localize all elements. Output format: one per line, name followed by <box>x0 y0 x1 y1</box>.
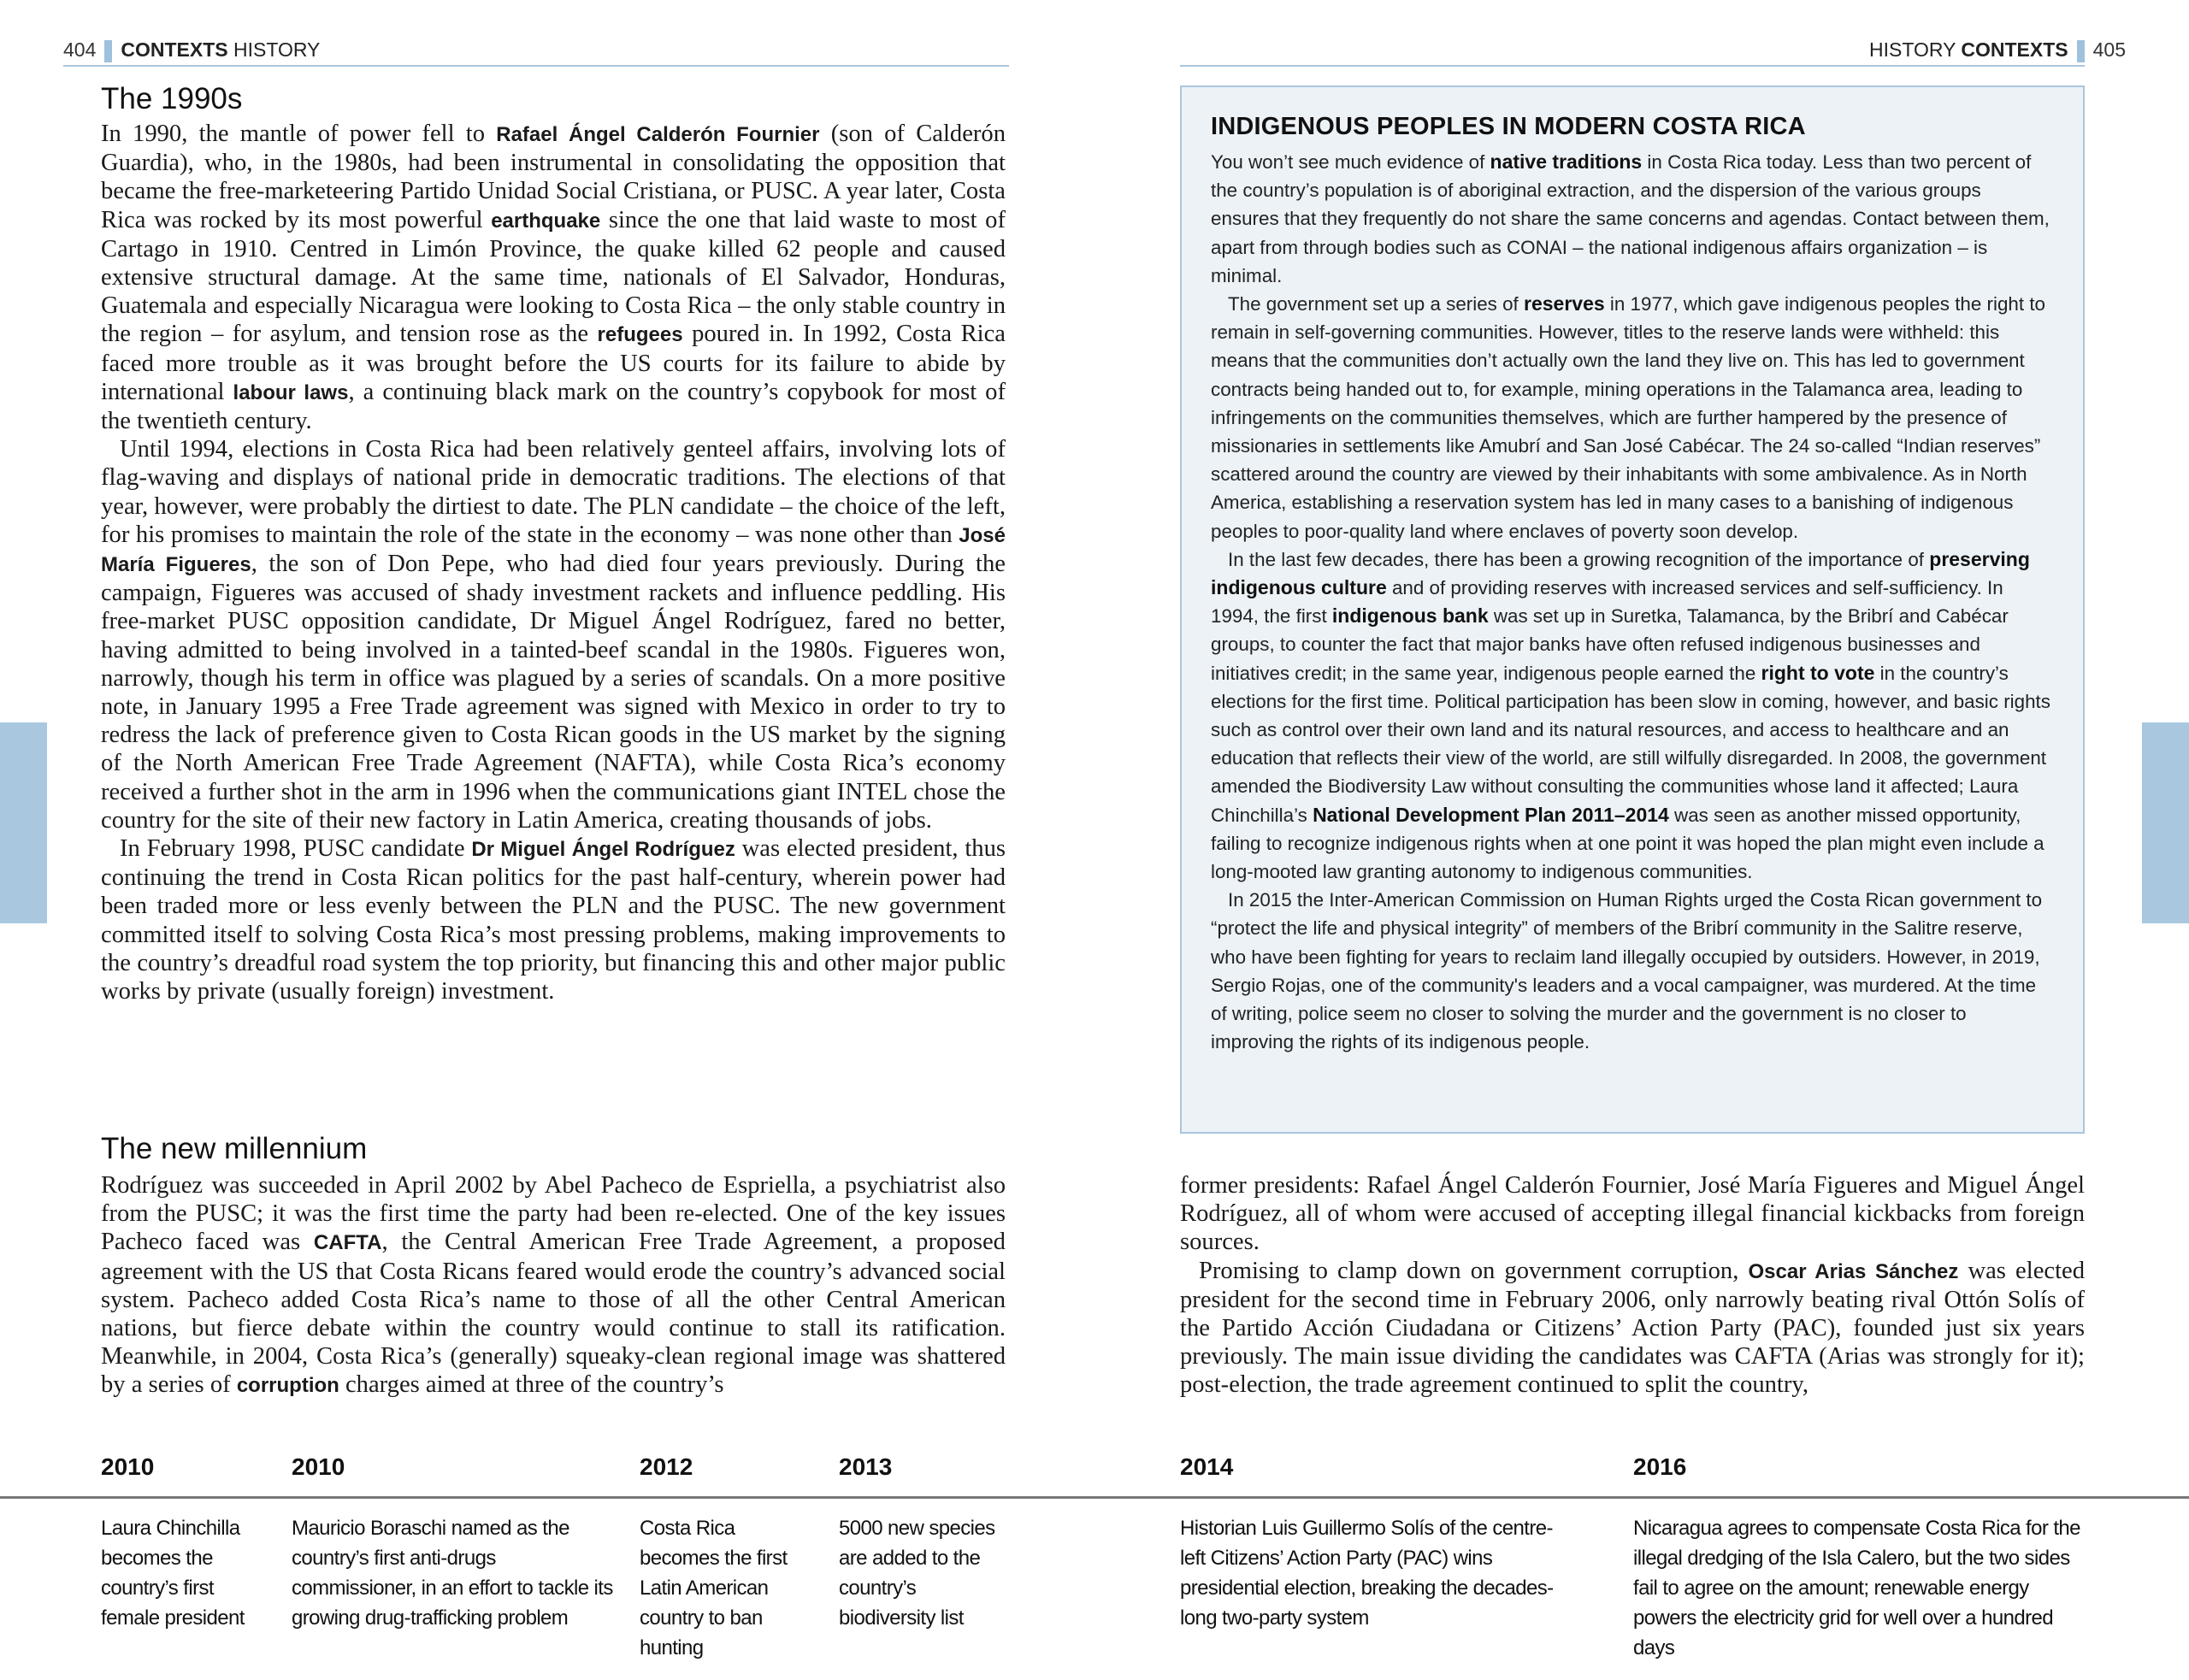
paragraph-1990s-3 <box>101 834 1006 1005</box>
timeline-text: Nicaragua agrees to compensate Costa Rica for the illegal dredging of the Isla Calero, but the two sides fail to agree on the amount; renewable energy powers the electricity grid for well over a hundred days <box>1633 1517 2080 1659</box>
timeline-year: 2016 <box>1633 1453 1687 1480</box>
keyword: native traditions <box>1490 150 1643 173</box>
text-run: In the last few decades, there has been a growing recognition of the importance of <box>1228 548 1930 570</box>
page-number-left: 404 <box>63 38 97 61</box>
text-run: and of providing reserves with increased services and self-sufficiency. In 1994, the first <box>1211 577 2003 628</box>
header-section-left: CONTEXTS <box>121 38 228 61</box>
text-run: (son of Calderón Guardia), who, in the 1980s, had been instrumental in consolidating the opposition that became the free-marketeering Partido Unidad Social Cristiana, or PUSC. A year later, Costa Rica was rocked by its most powerful <box>101 121 1006 233</box>
text-run: Until 1994, elections in Costa Rica had been relatively genteel affairs, involving lots of flag-waving and displays of national pride in democratic traditions. The elections of that year, however, were probably the dirtiest to date. The PLN candidate – the choice of the left, for his promises to maintain the role of the state in the economy – was none other than <box>101 436 1006 548</box>
timeline-year: 2012 <box>640 1453 693 1480</box>
timeline-year: 2014 <box>1180 1453 1234 1480</box>
text-run: was seen as another missed opportunity, failing to recognize indigenous rights when at one point it was hoped the plan might even include a long-mooted law granting autonomy to indigenous communities. <box>1211 804 2044 883</box>
text-run: was set up in Suretka, Talamanca, by the Bribrí and Cabécar groups, to counter the fact that major banks have often refused indigenous businesses and initiatives credit; in the same year, indigenous people earned the <box>1211 605 2009 684</box>
keyword: National Development Plan 2011–2014 <box>1313 803 1669 826</box>
text-run: Rodríguez was succeeded in April 2002 by Abel Pacheco de Espriella, a psychiatrist also from the PUSC; it was the first time the party had been re-elected. One of the key issues Pacheco faced was <box>101 1172 1006 1256</box>
text-run: , the son of Don Pepe, who had died four years previously. During the campaign, Figueres was accused of shady investment rackets and influence peddling. His free-market PUSC opposition candidate, Dr Miguel Ángel Rodríguez, fared no better, having admitted to being involved in a tainted-beef scandal in the 1980s. Figueres won, narrowly, though his term in office was plagued by a series of scandals. On a more positive note, in January 1995 a Free Trade agreement was signed with Mexico in order to try to redress the lack of preference given to Costa Rican goods in the US market by the signing of the North American Free Trade Agreement (NAFTA), while Costa Rica’s economy received a further shot in the arm in 1996 when the communications giant INTEL chose the country for the site of their new factory in Latin America, creating thousands of jobs. <box>101 551 1006 834</box>
boxout-paragraph-1 <box>1211 148 2054 290</box>
header-section-right: CONTEXTS <box>1961 38 2068 61</box>
text-run: The government set up a series of <box>1228 293 1524 315</box>
text-run: in Costa Rica today. Less than two percent of the country’s population is of aboriginal extraction, and the dispersion of the various groups ensures that they frequently do not share the same concerns and agendas. Contact between them, apart from through bodies such as CONAI – the national indigenous affairs organization – is minimal. <box>1211 151 2050 286</box>
keyword: earthquake <box>491 209 601 233</box>
timeline-text: 5000 new species are added to the country’s biodiversity list <box>839 1517 995 1630</box>
header-rule-left <box>63 65 1009 67</box>
text-run: was elected president, thus continuing the trend in Costa Rican politics for the past half-century, wherein power had been traded more or less evenly between the PLN and the PUSC. The new government committed itself to solving Costa Rica’s most pressing problems, making improvements to the country’s dreadful road system the top priority, but financing this and other major public works by private (usually foreign) investment. <box>101 835 1006 1005</box>
timeline-text: Mauricio Boraschi named as the country’s first anti-drugs commissioner, in an effort to tackle its growing drug-trafficking problem <box>292 1517 613 1630</box>
timeline-text: Costa Rica becomes the first Latin American country to ban hunting <box>640 1517 788 1659</box>
column-millennium-left <box>101 1171 1006 1400</box>
timeline-text: Laura Chinchilla becomes the country’s first female president <box>101 1517 245 1630</box>
keyword: José María Figueres <box>101 523 1006 577</box>
keyword: Rafael Ángel Calderón Fournier <box>496 123 820 146</box>
text-run: in 1977, which gave indigenous peoples the right to remain in self-governing communities. However, titles to the reserve lands were withheld: this means that the communities don’t actually own the land they live on. This has led to government contracts being handed out to, for example, mining operations in the Talamanca area, leading to infringements on the communities themselves, which are further hampered by the presence of missionaries in settlements like Amubrí and San José Cabécar. The 24 so-called “Indian reserves” scattered around the country are viewed by their inhabitants with some ambivalence. As in North America, establishing a reservation system has led in many cases to a banishing of indigenous peoples to poor-quality land where enclaves of poverty soon develop. <box>1211 293 2046 542</box>
text-run: , a continuing black mark on the country’s copybook for most of the twentieth century. <box>101 378 1006 435</box>
boxout-paragraph-3 <box>1211 545 2054 886</box>
timeline-year: 2013 <box>839 1453 893 1480</box>
text-run: In 1990, the mantle of power fell to <box>101 121 497 147</box>
text-run: charges aimed at three of the country’s <box>339 1371 724 1399</box>
keyword: CAFTA <box>313 1231 382 1255</box>
column-millennium-right <box>1180 1171 2085 1400</box>
column-1990s <box>101 120 1006 1005</box>
keyword: Dr Miguel Ángel Rodríguez <box>471 838 735 862</box>
keyword: right to vote <box>1761 661 1875 684</box>
paragraph-millennium-1 <box>101 1171 1006 1400</box>
text-run: Promising to clamp down on government corruption, <box>1199 1257 1749 1284</box>
text-run: poured in. In 1992, Costa Rica faced more trouble as it was brought before the US courts for its failure to abide by international <box>101 321 1006 405</box>
keyword: corruption <box>236 1374 339 1398</box>
boxout-paragraph-2 <box>1211 290 2054 545</box>
section-heading-millennium: The new millennium <box>101 1132 368 1165</box>
keyword: preserving indigenous culture <box>1211 547 2030 599</box>
text-run: In February 1998, PUSC candidate <box>120 835 472 863</box>
header-right <box>1869 32 2126 67</box>
paragraph-1990s-2 <box>101 435 1006 834</box>
boxout-title: INDIGENOUS PEOPLES IN MODERN COSTA RICA <box>1211 113 1806 140</box>
side-tab-right <box>2142 722 2189 923</box>
header-subsection-right: HISTORY <box>1869 38 1956 61</box>
text-run: In 2015 the Inter-American Commission on Human Rights urged the Costa Rican government to “protect the life and physical integrity” of members of the Bribrí community in the Salitre reserve, who have been fighting for years to reclaim land illegally occupied by outsiders. However, in 2019, Sergio Rojas, one of the community's leaders and a vocal campaigner, was murdered. At the time of writing, police seem no closer to solving the murder and the government is no closer to improving the rights of its indigenous people. <box>1211 889 2043 1053</box>
paragraph-millennium-2 <box>1180 1171 2085 1257</box>
header-subsection-left: HISTORY <box>233 38 321 61</box>
boxout-indigenous-peoples <box>1180 85 2085 1134</box>
timeline-year: 2010 <box>101 1453 155 1480</box>
timeline-text: Historian Luis Guillermo Solís of the centre-left Citizens’ Action Party (PAC) wins presidential election, breaking the decades-long two-party system <box>1180 1517 1554 1630</box>
paragraph-millennium-3 <box>1180 1257 2085 1400</box>
text-run: in the country’s elections for the first time. Political participation has been slow in coming, however, and basic rights such as control over their own land and its natural resources, and access to healthcare and an education that reflects their view of the world, are still wilfully disregarded. In 2008, the government amended the Biodiversity Law without consulting the communities whose land it affected; Laura Chinchilla’s <box>1211 662 2050 826</box>
keyword: reserves <box>1524 292 1605 315</box>
timeline-rule <box>0 1496 2189 1499</box>
header-left <box>63 32 320 67</box>
boxout-paragraph-4 <box>1211 886 2054 1056</box>
keyword: indigenous bank <box>1331 604 1489 628</box>
text-run: since the one that laid waste to most of Cartago in 1910. Centred in Limón Province, the quake killed 62 people and caused extensive structural damage. At the same time, nationals of El Salvador, Honduras, Guatemala and especially Nicaragua were looking to Costa Rica – the only stable country in the region – for asylum, and tension rose as the <box>101 206 1006 348</box>
side-tab-left <box>0 722 47 923</box>
timeline-year: 2010 <box>292 1453 345 1480</box>
text-run: was elected president for the second time in February 2006, only narrowly beating rival Ottón Solís of the Partido Acción Ciudadana or Citizens’ Action Party (PAC), founded just six years previously. The main issue dividing the candidates was CAFTA (Arias was strongly for it); post-election, the trade agreement continued to split the country, <box>1180 1257 2086 1399</box>
header-rule-right <box>1180 65 2085 67</box>
text-run: former presidents: Rafael Ángel Calderón Fournier, José María Figueres and Miguel Ángel Rodríguez, all of whom were accused of accepting illegal financial kickbacks from foreign sources. <box>1180 1172 2085 1256</box>
header-bar-right <box>2077 40 2085 62</box>
keyword: refugees <box>597 323 683 347</box>
text-run: , the Central American Free Trade Agreement, a proposed agreement with the US that Costa Ricans feared would erode the country’s advanced social system. Pacheco added Costa Rica’s name to those of all the other Central American nations, but fierce debate within the country would continue to stall its ratification. Meanwhile, in 2004, Costa Rica’s (generally) squeaky-clean regional image was shattered by a series of <box>101 1229 1006 1399</box>
text-run: You won’t see much evidence of <box>1211 151 1490 173</box>
keyword: Oscar Arias Sánchez <box>1748 1259 1959 1283</box>
section-heading-1990s: The 1990s <box>101 82 243 115</box>
page-number-right: 405 <box>2092 38 2126 61</box>
paragraph-1990s-1 <box>101 120 1006 435</box>
keyword: labour laws <box>233 380 349 404</box>
header-bar-left <box>104 40 112 62</box>
